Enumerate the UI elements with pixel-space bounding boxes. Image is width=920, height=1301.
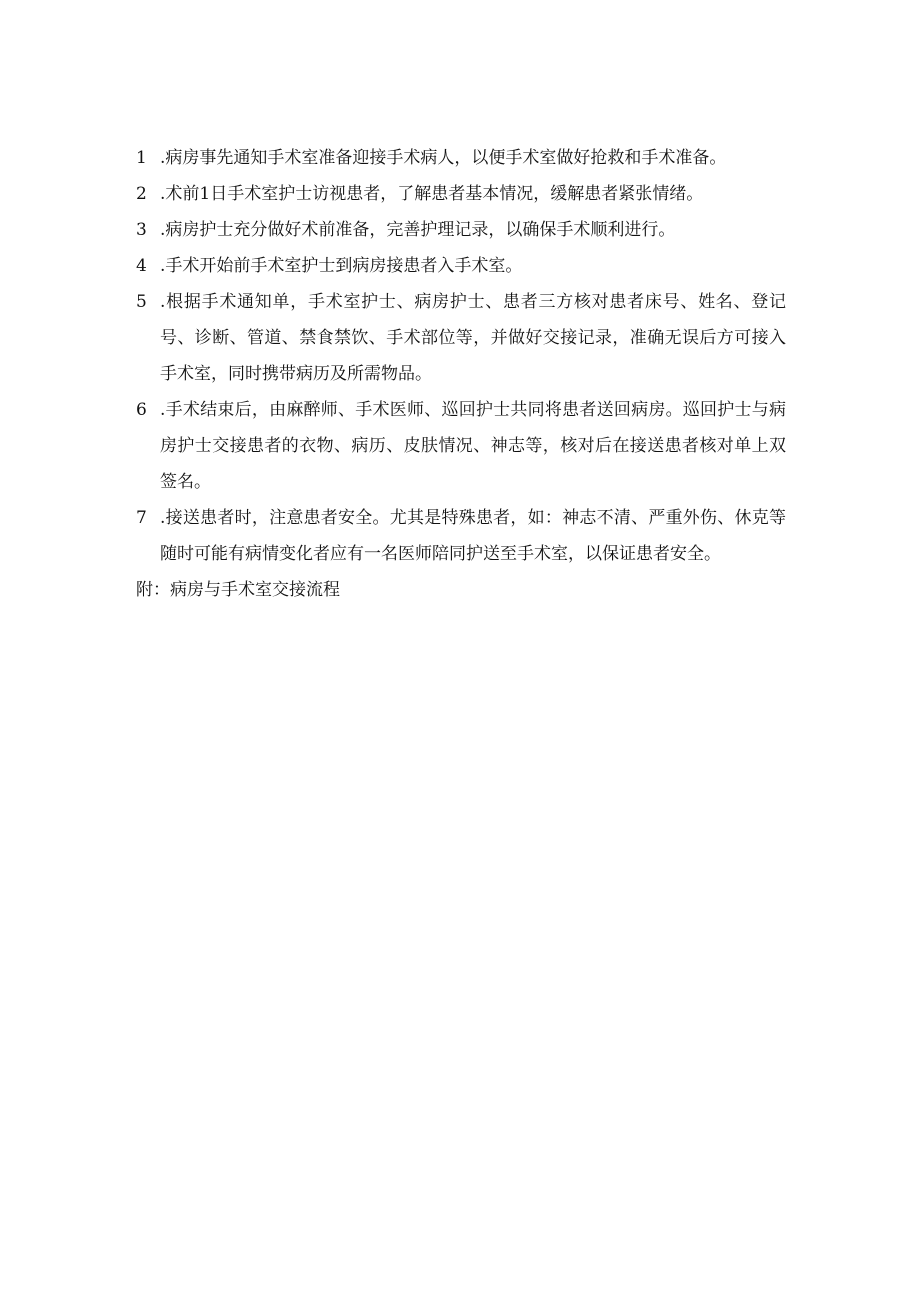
list-item-2 — [136, 176, 786, 212]
list-item-5 — [136, 284, 786, 392]
list-item-1 — [136, 140, 786, 176]
appendix-note: 附：病房与手术室交接流程 — [136, 580, 340, 600]
list-item-number: 3 — [136, 220, 147, 240]
list-item-number: 2 — [136, 184, 147, 204]
list-item-number: 5 — [136, 292, 147, 312]
list-item-6 — [136, 392, 786, 500]
list-item-number: 7 — [136, 508, 147, 528]
list-item-3 — [136, 212, 786, 248]
list-item-number: 1 — [136, 148, 147, 168]
list-item-number: 6 — [136, 400, 147, 420]
list-item-4 — [136, 248, 786, 284]
list-item-text: .手术开始前手术室护士到病房接患者入手术室。 — [160, 256, 523, 276]
list-item-text: .手术结束后，由麻醉师、手术医师、巡回护士共同将患者送回病房。巡回护士与病房护士交接患者的衣物、病历、皮肤情况、神志等，核对后在接送患者核对单上双签名。 — [160, 400, 786, 492]
list-item-text: .接送患者时，注意患者安全。尤其是特殊患者，如：神志不清、严重外伤、休克等随时可能有病情变化者应有一名医师陪同护送至手术室，以保证患者安全。 — [160, 508, 786, 564]
list-item-text: .病房事先通知手术室准备迎接手术病人，以便手术室做好抢救和手术准备。 — [160, 148, 727, 168]
list-item-text: .病房护士充分做好术前准备，完善护理记录，以确保手术顺利进行。 — [160, 220, 676, 240]
list-item-number: 4 — [136, 256, 147, 276]
list-item-text: .根据手术通知单，手术室护士、病房护士、患者三方核对患者床号、姓名、登记号、诊断、管道、禁食禁饮、手术部位等，并做好交接记录，准确无误后方可接入手术室，同时携带病历及所需物品。 — [160, 292, 786, 384]
list-item-text: .术前1日手术室护士访视患者，了解患者基本情况，缓解患者紧张情绪。 — [160, 184, 704, 204]
list-item-7 — [136, 500, 786, 572]
document-body — [136, 140, 786, 608]
